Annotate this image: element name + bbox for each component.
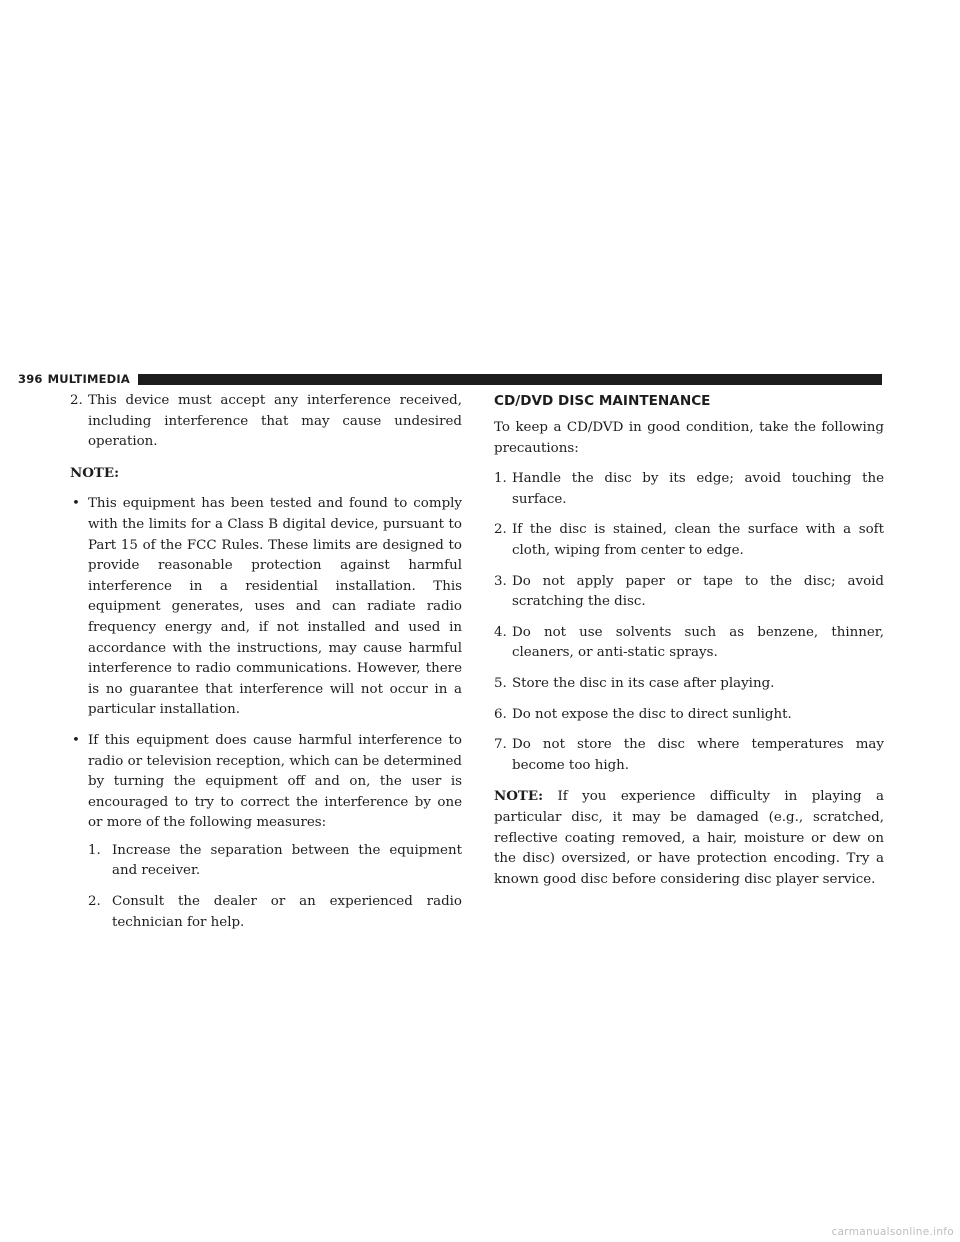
list-item bbox=[494, 735, 884, 776]
list-item bbox=[494, 572, 884, 613]
list-text: Consult the dealer or an experienced radio technician for help. bbox=[112, 894, 462, 930]
right-column bbox=[494, 391, 884, 890]
list-item bbox=[88, 892, 462, 933]
list-text: Handle the disc by its edge; avoid touching the surface. bbox=[512, 471, 884, 507]
list-number: 2. bbox=[70, 393, 83, 408]
list-number: 2. bbox=[88, 894, 101, 910]
watermark: carmanualsonline.info bbox=[831, 1226, 954, 1238]
page-header bbox=[18, 371, 882, 387]
measures-list bbox=[70, 841, 462, 933]
bullet-item bbox=[70, 494, 462, 721]
list-item bbox=[494, 705, 884, 726]
bullet-text: This equipment has been tested and found to comply with the limits for a Class B digital device, pursuant to Part 15 of the FCC Rules. These limits are designed to provide reasonable protection against harmful interference in a residential installation. This equipment generates, uses and can radiate radio frequency energy and, if not installed and used in accordance with the instructions, may cause harmful interference to radio communications. However, there is no guarantee that interference will not occur in a particular installation. bbox=[88, 496, 462, 718]
list-number: 5. bbox=[494, 675, 507, 691]
note-paragraph bbox=[494, 786, 884, 890]
list-text: Do not expose the disc to direct sunlight. bbox=[512, 706, 792, 722]
list-number: 1. bbox=[494, 471, 507, 487]
list-text: This device must accept any interference received, including interference that may cause undesired operation. bbox=[88, 393, 462, 450]
bullet-icon: • bbox=[72, 732, 80, 748]
list-item bbox=[70, 391, 462, 453]
header-rule bbox=[138, 374, 882, 385]
section-heading: CD/DVD DISC MAINTENANCE bbox=[494, 393, 711, 409]
note-label: NOTE: bbox=[70, 464, 120, 481]
list-item bbox=[494, 520, 884, 561]
intro-paragraph: To keep a CD/DVD in good condition, take the following precautions: bbox=[494, 420, 884, 456]
list-text: Increase the separation between the equipment and receiver. bbox=[112, 842, 462, 879]
bullet-icon: • bbox=[72, 496, 80, 512]
list-item bbox=[88, 841, 462, 882]
list-number: 1. bbox=[88, 842, 101, 858]
bullet-text: If this equipment does cause harmful interference to radio or television reception, which can be determined by turning the equipment off and on, the user is encouraged to try to correct the interference by one or more of the following measures: bbox=[88, 732, 462, 831]
list-number: 3. bbox=[494, 573, 507, 589]
bullet-item bbox=[70, 731, 462, 834]
list-number: 2. bbox=[494, 522, 507, 538]
list-text: Do not apply paper or tape to the disc; avoid scratching the disc. bbox=[512, 573, 884, 610]
left-column bbox=[70, 391, 462, 933]
list-text: Do not store the disc where temperatures may become too high. bbox=[512, 737, 884, 773]
note-label: NOTE: bbox=[494, 788, 544, 805]
list-text: If the disc is stained, clean the surface with a soft cloth, wiping from center to edge. bbox=[512, 522, 884, 558]
list-item bbox=[494, 623, 884, 664]
list-text: Do not use solvents such as benzene, thinner, cleaners, or anti-static sprays. bbox=[512, 624, 884, 661]
note-text: If you experience difficulty in playing a particular disc, it may be damaged (e.g., scratched, reflective coating removed, a hair, moisture or dew on the disc) oversized, or have protection encoding. Try a known good disc before considering disc player service. bbox=[494, 789, 884, 887]
list-number: 6. bbox=[494, 706, 507, 722]
list-text: Store the disc in its case after playing. bbox=[512, 675, 775, 691]
section-title: MULTIMEDIA bbox=[47, 372, 130, 386]
list-item bbox=[494, 469, 884, 510]
page-number: 396 bbox=[18, 372, 43, 386]
list-item bbox=[494, 674, 884, 695]
list-number: 4. bbox=[494, 624, 507, 640]
list-number: 7. bbox=[494, 737, 507, 753]
